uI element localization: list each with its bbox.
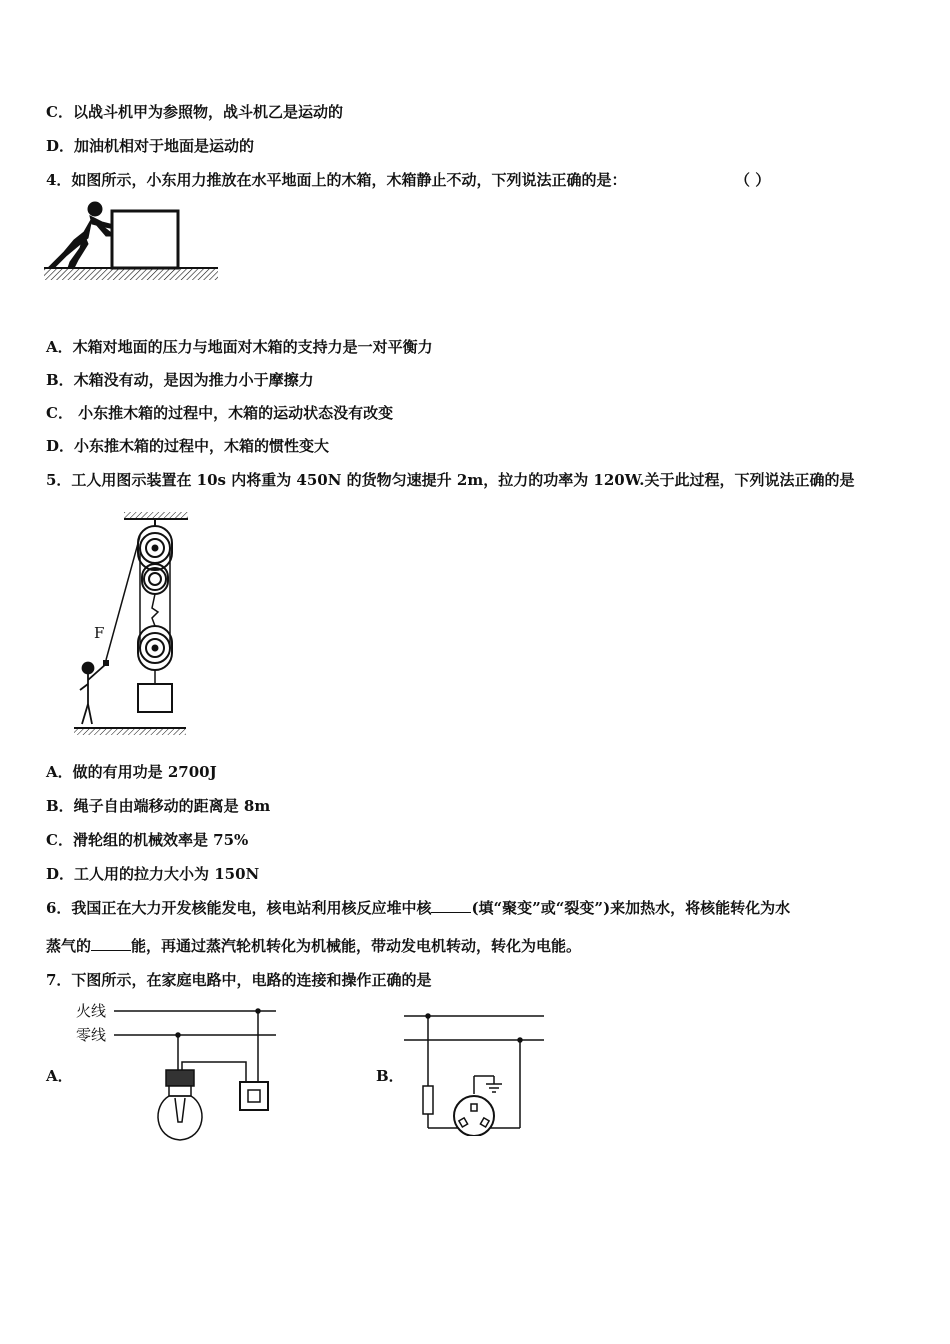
ground-hatching: [44, 268, 218, 280]
pushing-person-icon: [48, 202, 110, 268]
light-bulb-icon: [158, 1070, 202, 1140]
q5-stem: 5．工人用图示装置在 10s 内将重为 450N 的货物匀速提升 2m，拉力的功率为 120W.关于此过程，下列说法正确的是: [46, 471, 855, 489]
force-label-f: F: [94, 624, 105, 642]
circuit-a-figure: [70, 998, 290, 1148]
wall-switch-icon: [240, 1082, 268, 1110]
free-rope-end: [106, 536, 140, 660]
q6-part2: (填“聚变”或“裂变”)来加热水，将核能转化为水: [471, 899, 791, 917]
q4-option-a: A．木箱对地面的压力与地面对木箱的支持力是一对平衡力: [46, 338, 433, 356]
q7-option-a-label: A．: [46, 1067, 73, 1085]
wooden-box: [112, 211, 178, 268]
q4-option-c: C． 小东推木箱的过程中，木箱的运动状态没有改变: [46, 404, 394, 422]
fuse-icon: [423, 1086, 433, 1114]
q5-option-b: B．绳子自由端移动的距离是 8m: [46, 797, 271, 815]
q3-option-d: D．加油机相对于地面是运动的: [46, 137, 255, 155]
q6-part4: 能，再通过蒸汽轮机转化为机械能，带动发电机转动，转化为电能。: [131, 937, 582, 955]
fixed-pulley-block: [138, 526, 172, 594]
q6-line2: [46, 936, 581, 956]
cargo-load: [138, 684, 172, 712]
q6-blank-1[interactable]: [431, 898, 471, 913]
q7-stem: 7．下图所示，在家庭电路中，电路的连接和操作正确的是: [46, 971, 432, 989]
q5-option-a: A．做的有用功是 2700J: [46, 763, 217, 781]
q6-blank-2[interactable]: [91, 936, 131, 951]
floor: [74, 728, 186, 735]
live-wire-label: 火线: [76, 1002, 107, 1020]
q3-option-c: C．以战斗机甲为参照物，战斗机乙是运动的: [46, 103, 343, 121]
q4-option-d: D．小东推木箱的过程中，木箱的惯性变大: [46, 437, 330, 455]
ceiling: [124, 512, 188, 519]
q4-option-b: B．木箱没有动，是因为推力小于摩擦力: [46, 371, 314, 389]
pulley-system-figure: [72, 508, 192, 744]
moving-pulley-block: [138, 626, 172, 670]
neutral-wire-label: 零线: [76, 1026, 107, 1044]
q6-line1: [46, 898, 790, 918]
q6-part3: 蒸气的: [46, 937, 92, 955]
q6-part1: 6．我国正在大力开发核能发电，核电站利用核反应堆中核: [46, 899, 432, 917]
q5-option-c: C．滑轮组的机械效率是 75%: [46, 831, 249, 849]
q4-answer-paren: （ ）: [735, 171, 771, 189]
q7-option-b-label: B．: [376, 1067, 404, 1085]
q4-stem: 4．如图所示，小东用力推放在水平地面上的木箱，木箱静止不动，下列说法正确的是：: [46, 171, 627, 189]
q5-option-d: D．工人用的拉力大小为 150N: [46, 865, 260, 883]
push-box-figure: [44, 196, 222, 288]
three-pin-socket-icon: [454, 1096, 494, 1136]
circuit-b-figure: [400, 1008, 550, 1136]
worker-figure-icon: [80, 663, 106, 725]
